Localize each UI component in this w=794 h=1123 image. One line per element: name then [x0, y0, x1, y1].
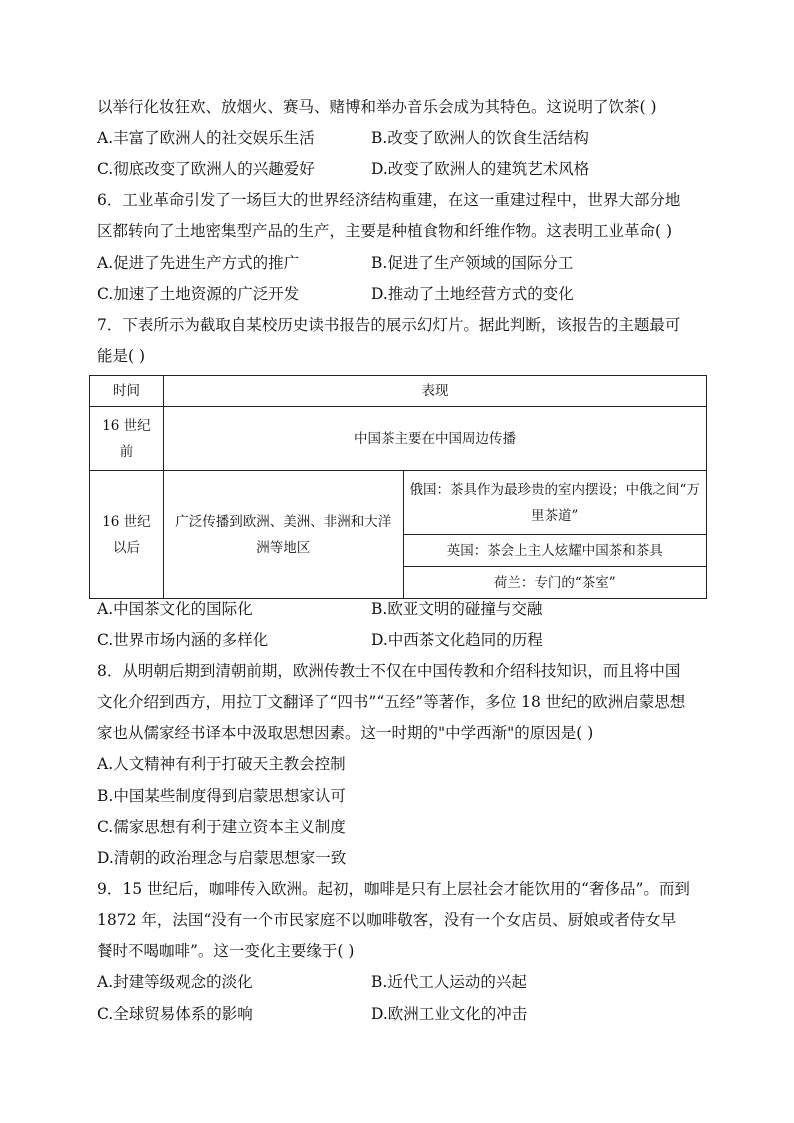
q9-stem-line1: 9．15 世纪后，咖啡传入欧洲。起初，咖啡是只有上层社会才能饮用的“奢侈品”。而到	[97, 880, 690, 898]
q7-option-d: D.中西茶文化趋同的历程	[371, 631, 543, 649]
table-cell-england: 英国：茶会上主人炫耀中国茶和茶具	[403, 535, 707, 567]
q5-option-d: D.改变了欧洲人的建筑艺术风格	[371, 160, 590, 178]
q6-stem-line1: 6．工业革命引发了一场巨大的世界经济结构重建，在这一重建过程中，世界大部分地	[97, 191, 681, 209]
q7-stem-line1: 7．下表所示为截取自某校历史读书报告的展示幻灯片。据此判断，该报告的主题最可	[97, 316, 681, 334]
q8-stem-line3: 家也从儒家经书译本中汲取思想因素。这一时期的"中学西渐"的原因是( )	[97, 724, 594, 742]
q6-option-c: C.加速了土地资源的广泛开发	[97, 285, 300, 303]
q5-stem-continuation: 以举行化妆狂欢、放烟火、赛马、赌博和举办音乐会成为其特色。这说明了饮茶( )	[97, 98, 657, 116]
q8-option-c: C.儒家思想有利于建立资本主义制度	[97, 818, 346, 836]
q9-option-b: B.近代工人运动的兴起	[371, 973, 527, 991]
table-cell-russia: 俄国：茶具作为最珍贵的室内摆设；中俄之间“万里茶道”	[403, 471, 707, 535]
q9-stem-line2: 1872 年，法国“没有一个市民家庭不以咖啡敬客，没有一个女店员、厨娘或者侍女早	[97, 911, 677, 929]
q5-option-a: A.丰富了欧洲人的社交娱乐生活	[97, 129, 315, 147]
q8-stem-line1: 8．从明朝后期到清朝前期，欧洲传教士不仅在中国传教和介绍科技知识，而且将中国	[97, 662, 681, 680]
q6-stem-line2: 区都转向了土地密集型产品的生产，主要是种植食物和纤维作物。这表明工业革命( )	[97, 222, 673, 240]
q6-option-d: D.推动了土地经营方式的变化	[371, 285, 574, 303]
q9-option-a: A.封建等级观念的淡化	[97, 973, 253, 991]
q6-option-b: B.促进了生产领域的国际分工	[371, 254, 574, 272]
q9-option-d: D.欧洲工业文化的冲击	[371, 1005, 528, 1023]
q5-option-b: B.改变了欧洲人的饮食生活结构	[371, 129, 589, 147]
table-header-time: 时间	[90, 376, 164, 407]
q6-option-a: A.促进了先进生产方式的推广	[97, 254, 300, 272]
q5-option-c: C.彻底改变了欧洲人的兴趣爱好	[97, 160, 315, 178]
q7-option-b: B.欧亚文明的碰撞与交融	[371, 600, 543, 618]
table-row2-time: 16 世纪以后	[90, 471, 164, 599]
q8-option-b: B.中国某些制度得到启蒙思想家认可	[97, 787, 346, 805]
q9-option-c: C.全球贸易体系的影响	[97, 1005, 253, 1023]
q7-option-a: A.中国茶文化的国际化	[97, 600, 253, 618]
q7-stem-line2: 能是( )	[97, 347, 146, 365]
q9-stem-line3: 餐时不喝咖啡”。这一变化主要缘于( )	[97, 942, 355, 960]
q7-slide-table	[89, 375, 707, 599]
table-header-performance: 表现	[163, 376, 706, 407]
q8-stem-line2: 文化介绍到西方，用拉丁文翻译了“四书”“五经”等著作，多位 18 世纪的欧洲启蒙思想	[97, 693, 686, 711]
table-row1-text: 中国茶主要在中国周边传播	[163, 407, 706, 471]
table-cell-holland: 荷兰：专门的“茶室”	[403, 567, 707, 599]
table-row1-time: 16 世纪前	[90, 407, 164, 471]
q8-option-a: A.人文精神有利于打破天主教会控制	[97, 755, 346, 773]
q7-option-c: C.世界市场内涵的多样化	[97, 631, 269, 649]
table-row2-spread: 广泛传播到欧洲、美洲、非洲和大洋洲等地区	[163, 471, 403, 599]
q8-option-d: D.清朝的政治理念与启蒙思想家一致	[97, 849, 347, 867]
